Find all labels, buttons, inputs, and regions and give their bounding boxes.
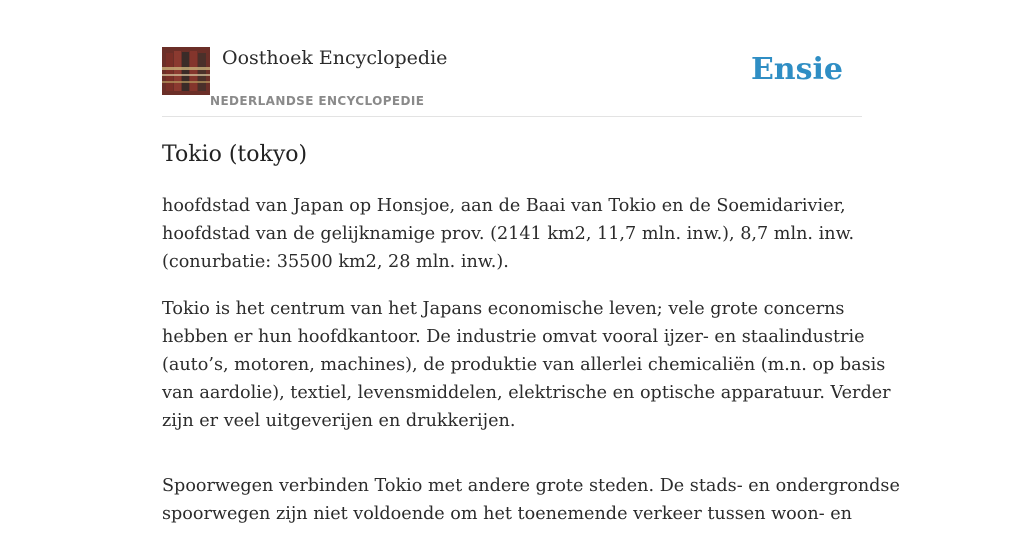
book-spines-icon[interactable] bbox=[162, 47, 210, 95]
paragraph-line: hoofdstad van de gelijknamige prov. (2141 km2, 11,7 mln. inw.), 8,7 mln. inw. bbox=[162, 224, 855, 244]
article-paragraph bbox=[162, 192, 862, 276]
paragraph-line: Tokio is het centrum van het Japans economische leven; vele grote concerns bbox=[162, 299, 845, 319]
site-name[interactable]: Oosthoek Encyclopedie bbox=[222, 47, 448, 69]
site-subtitle: NEDERLANDSE ENCYCLOPEDIE bbox=[210, 94, 425, 108]
ensie-logo-link[interactable]: Ensie bbox=[750, 52, 843, 87]
article-paragraph bbox=[162, 295, 891, 435]
site-header bbox=[162, 46, 862, 117]
article-paragraph bbox=[162, 472, 900, 528]
paragraph-line: spoorwegen zijn niet voldoende om het toenemende verkeer tussen woon- en bbox=[162, 504, 852, 524]
article-title: Tokio (tokyo) bbox=[162, 142, 308, 167]
paragraph-line: van aardolie), textiel, levensmiddelen, elektrische en optische apparatuur. Verder bbox=[162, 383, 891, 403]
paragraph-line: (auto’s, motoren, machines), de produktie van allerlei chemicaliën (m.n. op basis bbox=[162, 355, 886, 375]
paragraph-line: zijn er veel uitgeverijen en drukkerijen. bbox=[162, 411, 516, 431]
paragraph-line: hebben er hun hoofdkantoor. De industrie omvat vooral ijzer- en staalindustrie bbox=[162, 327, 865, 347]
article-body bbox=[162, 192, 900, 547]
paragraph-line: Spoorwegen verbinden Tokio met andere grote steden. De stads- en ondergrondse bbox=[162, 476, 900, 496]
paragraph-line: (conurbatie: 35500 km2, 28 mln. inw.). bbox=[162, 252, 509, 272]
paragraph-line: hoofdstad van Japan op Honsjoe, aan de Baai van Tokio en de Soemidarivier, bbox=[162, 196, 846, 216]
